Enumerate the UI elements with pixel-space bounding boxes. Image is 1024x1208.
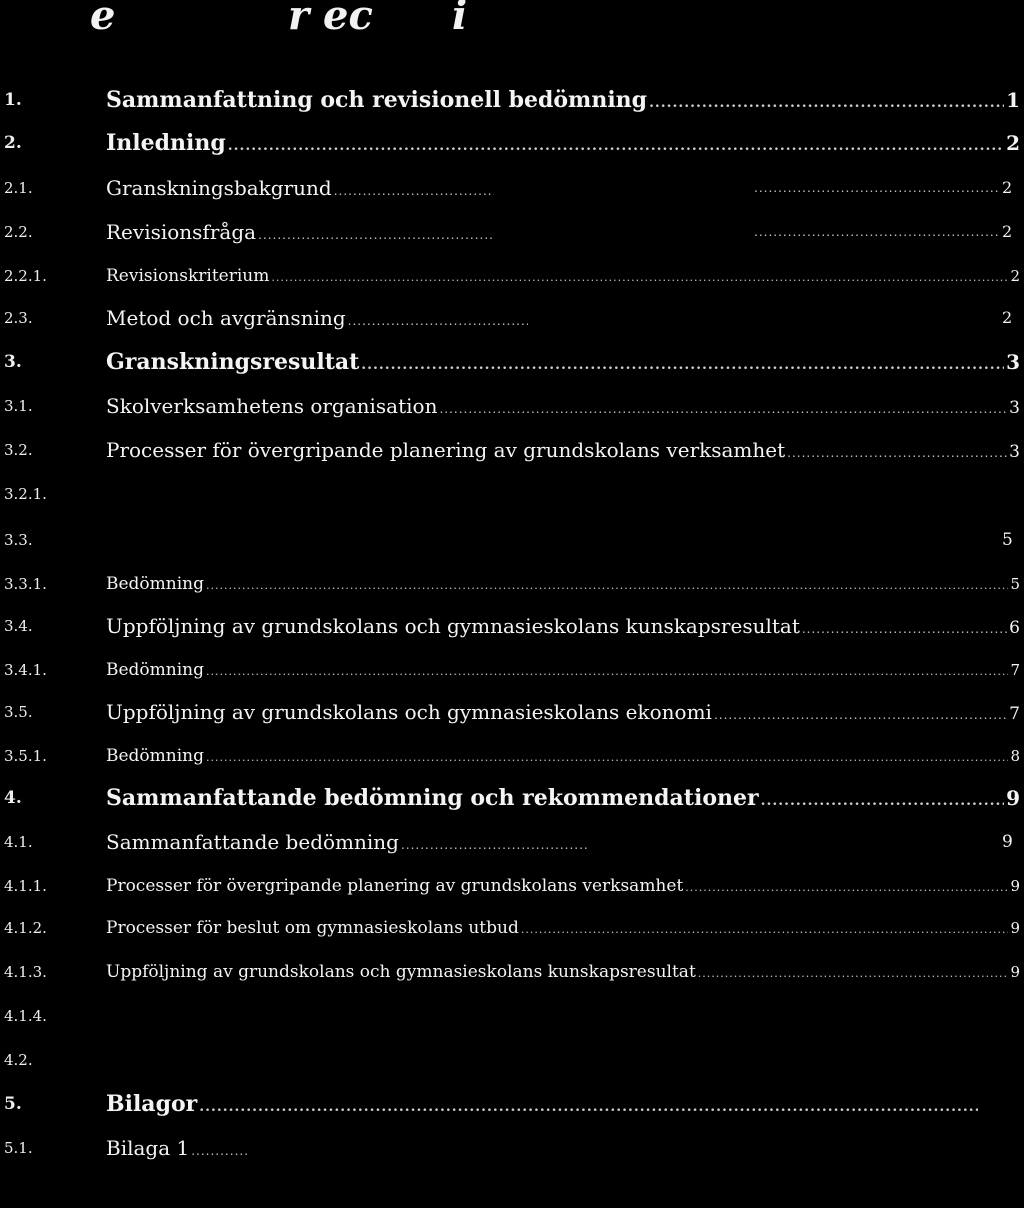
leader-dots: [761, 781, 1005, 818]
leader-dots: [258, 215, 494, 252]
toc-title: Revisionskriterium: [106, 266, 270, 286]
toc-link[interactable]: [106, 430, 1020, 470]
toc-entry[interactable]: [0, 212, 1024, 252]
leader-dots: [228, 126, 1004, 163]
toc-page-number: 7: [1010, 661, 1020, 679]
toc-link[interactable]: [106, 386, 1020, 426]
toc-title: Granskningsbakgrund: [106, 176, 332, 200]
toc-link[interactable]: [106, 123, 1020, 163]
leader-dots: [787, 433, 1007, 470]
toc-link[interactable]: [106, 692, 1020, 732]
toc-page-number: 7: [1009, 704, 1020, 724]
leader-dots: [698, 954, 1009, 992]
toc-title: Granskningsresultat: [106, 349, 360, 375]
toc-entry[interactable]: [0, 342, 1024, 382]
toc-page-number: 2: [1006, 131, 1020, 155]
toc-number: 2.1.: [4, 179, 33, 197]
toc-number: 5.: [4, 1094, 22, 1114]
toc-entry[interactable]: [0, 1128, 1024, 1168]
toc-title: Processer för övergripande planering av grundskolans verksamhet: [106, 876, 684, 896]
toc-link[interactable]: [106, 822, 590, 862]
toc-entry[interactable]: [0, 1040, 1024, 1080]
toc-entry[interactable]: [0, 778, 1024, 818]
toc-number: 3.2.: [4, 441, 33, 459]
toc-page-number: 9: [1010, 919, 1020, 937]
toc-number: 2.2.1.: [4, 267, 47, 285]
toc-page-number: 9: [1002, 832, 1013, 852]
toc-number: 4.1.2.: [4, 919, 47, 937]
leader-dots: [754, 212, 998, 252]
toc-number: 2.2.: [4, 223, 33, 241]
toc-number: 3.5.1.: [4, 747, 47, 765]
toc-page-number: 9: [1010, 963, 1020, 981]
toc-title: Sammanfattning och revisionell bedömning: [106, 87, 648, 113]
toc-entry[interactable]: [0, 168, 1024, 208]
toc-number: 2.3.: [4, 309, 33, 327]
toc-title: Inledning: [106, 130, 226, 156]
toc-link[interactable]: [106, 606, 1020, 646]
toc-page-number: 3: [1009, 398, 1020, 418]
leader-dots: [271, 258, 1008, 296]
toc-entry[interactable]: [0, 564, 1024, 604]
leader-dots: [685, 868, 1008, 906]
toc-number: 1.: [4, 90, 22, 110]
toc-title: Processer för beslut om gymnasieskolans utbud: [106, 918, 519, 938]
toc-number: 4.1.: [4, 833, 33, 851]
toc-number: 4.2.: [4, 1051, 33, 1069]
toc-number: 3.4.1.: [4, 661, 47, 679]
toc-link[interactable]: [106, 80, 1020, 120]
leader-dots: [802, 609, 1007, 646]
toc-page-number: 2: [1002, 308, 1013, 327]
leader-dots: [191, 1131, 250, 1168]
toc-title: Bilagor: [106, 1091, 198, 1117]
toc-entry[interactable]: [0, 298, 1024, 338]
toc-number: 3.2.1.: [4, 485, 47, 503]
toc-entry[interactable]: [0, 952, 1024, 992]
leader-dots: [206, 652, 1008, 690]
toc-entry[interactable]: [0, 430, 1024, 470]
toc-page-number: 5: [1002, 530, 1013, 550]
toc-link[interactable]: [106, 298, 530, 338]
title-fragment: r ec: [288, 0, 373, 39]
toc-link[interactable]: [106, 256, 1020, 296]
toc-number: 5.1.: [4, 1139, 33, 1157]
toc-number: 3.4.: [4, 617, 33, 635]
leader-dots: [334, 171, 494, 208]
toc-link[interactable]: [106, 908, 1020, 948]
toc-title: Uppföljning av grundskolans och gymnasieskolans kunskapsresultat: [106, 962, 696, 982]
leader-dots: [401, 825, 588, 862]
toc-entry[interactable]: [0, 822, 1024, 862]
toc-title: Bedömning: [106, 574, 205, 594]
toc-link[interactable]: [106, 212, 496, 252]
toc-entry[interactable]: [0, 866, 1024, 906]
toc-page-number: 9: [1010, 877, 1020, 895]
toc-link[interactable]: [106, 952, 1020, 992]
toc-title: Metod och avgränsning: [106, 306, 346, 330]
toc-number: 3.3.: [4, 531, 33, 549]
toc-title: Revisionsfråga: [106, 220, 257, 244]
toc-link[interactable]: [106, 1128, 252, 1168]
leader-dots: [649, 83, 1004, 120]
leader-dots: [361, 345, 1004, 382]
toc-entry[interactable]: [0, 80, 1024, 120]
toc-page-number: 8: [1010, 747, 1020, 765]
toc-entry[interactable]: [0, 123, 1024, 163]
toc-page-number: 3: [1009, 442, 1020, 462]
toc-entry[interactable]: [0, 650, 1024, 690]
leader-dots: [199, 1087, 978, 1124]
toc-number: 4.1.1.: [4, 877, 47, 895]
toc-number: 3.3.1.: [4, 575, 47, 593]
toc-page-number: 3: [1006, 350, 1020, 374]
toc-page-number: 1: [1006, 88, 1020, 112]
toc-link[interactable]: [106, 342, 1020, 382]
toc-link[interactable]: [106, 736, 1020, 776]
toc-link[interactable]: [106, 1084, 980, 1124]
toc-number: 3.1.: [4, 397, 33, 415]
toc-title: Bilaga 1: [106, 1136, 190, 1160]
leader-dots: [714, 695, 1007, 732]
toc-entry[interactable]: [0, 996, 1024, 1036]
toc-page-number: 2: [1002, 222, 1013, 241]
title-fragment: i: [452, 0, 468, 39]
page-title: [0, 0, 1024, 52]
toc-entry[interactable]: [0, 692, 1024, 732]
leader-dots: [206, 566, 1008, 604]
toc-entry[interactable]: [0, 1084, 1024, 1124]
toc-number: 4.1.4.: [4, 1007, 47, 1025]
leader-dots: [206, 738, 1008, 776]
toc-page-number: 9: [1006, 786, 1020, 810]
leader-dots: [439, 389, 1007, 426]
toc-title: Uppföljning av grundskolans och gymnasieskolans kunskapsresultat: [106, 614, 800, 638]
toc-entry[interactable]: [0, 736, 1024, 776]
toc-link[interactable]: [106, 866, 1020, 906]
toc-page-number: 2: [1002, 178, 1013, 197]
toc-link[interactable]: [106, 650, 1020, 690]
toc-entry[interactable]: [0, 256, 1024, 296]
leader-dots: [521, 910, 1009, 948]
toc-page-number: 6: [1009, 618, 1020, 638]
toc-title: Sammanfattande bedömning: [106, 830, 399, 854]
toc-page-number: 2: [1010, 267, 1020, 285]
toc-title: Processer för övergripande planering av grundskolans verksamhet: [106, 438, 786, 462]
toc-link[interactable]: [106, 168, 496, 208]
title-fragment: e: [90, 0, 116, 39]
toc-title: Bedömning: [106, 746, 205, 766]
toc-number: 3.5.: [4, 703, 33, 721]
toc-entry[interactable]: [0, 908, 1024, 948]
toc-entry[interactable]: [0, 520, 1024, 560]
toc-title: Uppföljning av grundskolans och gymnasieskolans ekonomi: [106, 700, 712, 724]
toc-page-number: 5: [1010, 575, 1020, 593]
toc-number: 4.1.3.: [4, 963, 47, 981]
toc-entry[interactable]: [0, 386, 1024, 426]
toc-entry[interactable]: [0, 606, 1024, 646]
toc-number: 4.: [4, 788, 22, 808]
toc-number: 3.: [4, 352, 22, 372]
leader-dots: [348, 301, 528, 338]
toc-title: Sammanfattande bedömning och rekommendationer: [106, 785, 759, 811]
toc-link[interactable]: [106, 778, 1020, 818]
toc-number: 2.: [4, 133, 22, 153]
toc-link[interactable]: [106, 564, 1020, 604]
toc-title: Bedömning: [106, 660, 205, 680]
leader-dots: [754, 168, 998, 208]
toc-title: Skolverksamhetens organisation: [106, 394, 438, 418]
toc-entry[interactable]: [0, 474, 1024, 514]
